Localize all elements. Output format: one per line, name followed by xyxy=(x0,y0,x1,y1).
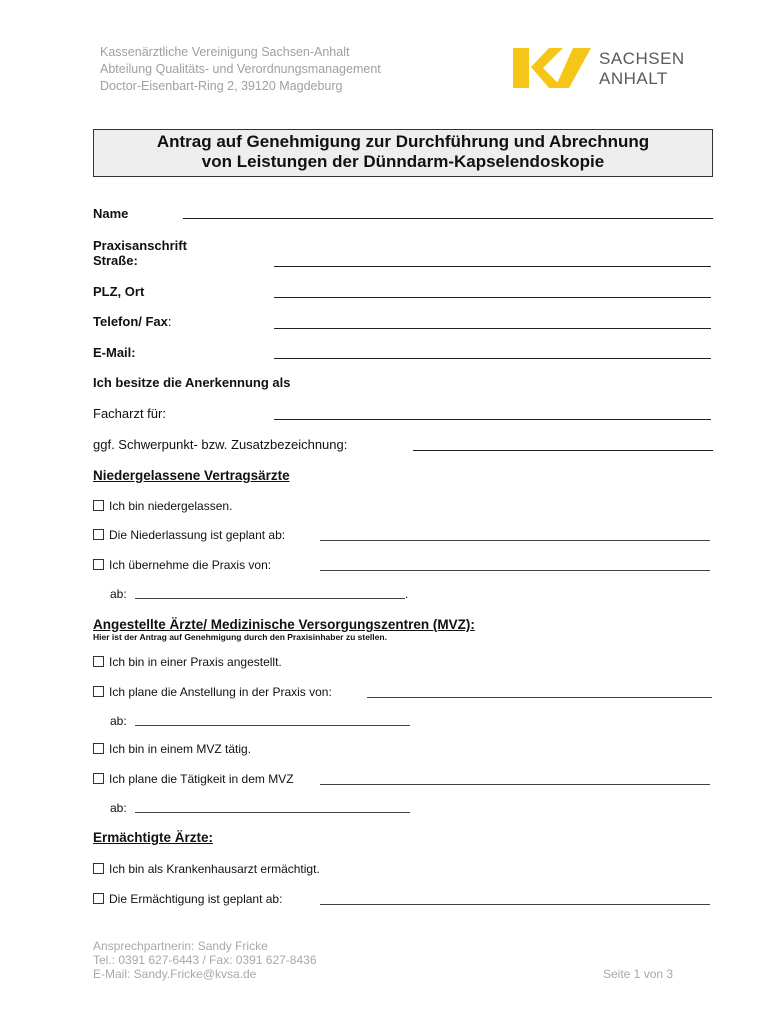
telefon-fax-field[interactable] xyxy=(274,328,711,329)
uebernahme-date-field[interactable] xyxy=(135,598,405,599)
name-label: Name xyxy=(93,206,129,221)
facharzt-label: Facharzt für: xyxy=(93,406,166,421)
option-label: Die Niederlassung ist geplant ab: xyxy=(109,528,286,542)
ermaechtigung-date-field[interactable] xyxy=(320,904,710,905)
praxis-uebernahme-field[interactable] xyxy=(320,570,710,571)
option-label: Ich bin niedergelassen. xyxy=(109,499,233,513)
plz-ort-label: PLZ, Ort xyxy=(93,284,145,299)
ab-label: ab: xyxy=(110,587,127,601)
option-niederlassung-geplant[interactable] xyxy=(93,528,285,542)
option-niedergelassen[interactable] xyxy=(93,499,232,513)
option-label: Die Ermächtigung ist geplant ab: xyxy=(109,892,283,906)
email-label: E-Mail: xyxy=(93,345,136,360)
period-mark: . xyxy=(405,587,409,601)
ab-label: ab: xyxy=(110,714,127,728)
kv-logo-mark-icon xyxy=(511,45,593,91)
address-line-1: Kassenärztliche Vereinigung Sachsen-Anhalt xyxy=(100,45,350,59)
telefon-fax-label-text: Telefon/ Fax xyxy=(93,314,168,329)
telefon-fax-label xyxy=(93,314,172,329)
ermaechtigt-heading: Ermächtigte Ärzte: xyxy=(93,830,214,845)
checkbox[interactable] xyxy=(93,773,104,784)
option-praxis-angestellt[interactable] xyxy=(93,655,282,669)
title-line-2: von Leistungen der Dünndarm-Kapselendoskopie xyxy=(201,152,605,171)
praxisanschrift-label: Praxisanschrift xyxy=(93,238,187,253)
option-mvz-taetig[interactable] xyxy=(93,742,251,756)
anstellung-praxis-field[interactable] xyxy=(367,697,712,698)
plz-ort-field[interactable] xyxy=(274,297,711,298)
strasse-label: Straße: xyxy=(93,253,138,268)
ab-label: ab: xyxy=(110,801,127,815)
telefon-fax-colon: : xyxy=(167,314,172,329)
checkbox[interactable] xyxy=(93,656,104,667)
logo-text-sachsen: SACHSEN xyxy=(599,49,685,68)
angestellt-heading: Angestellte Ärzte/ Medizinische Versorgungszentren (MVZ): xyxy=(93,617,475,632)
schwerpunkt-field[interactable] xyxy=(413,450,713,451)
email-field[interactable] xyxy=(274,358,711,359)
option-ermaechtigung-geplant[interactable] xyxy=(93,892,282,906)
sender-address xyxy=(100,44,381,95)
page-number: Seite 1 von 3 xyxy=(603,967,674,981)
anstellung-date-field[interactable] xyxy=(135,725,410,726)
title-line-1: Antrag auf Genehmigung zur Durchführung und Abrechnung xyxy=(156,132,650,151)
contact-phone: Tel.: 0391 627-6443 / Fax: 0391 627-8436 xyxy=(93,953,317,967)
schwerpunkt-label: ggf. Schwerpunkt- bzw. Zusatzbezeichnung: xyxy=(93,437,348,452)
niedergelassen-heading: Niedergelassene Vertragsärzte xyxy=(93,468,290,483)
option-label: Ich plane die Anstellung in der Praxis von: xyxy=(109,685,332,699)
checkbox[interactable] xyxy=(93,559,104,570)
angestellt-note: Hier ist der Antrag auf Genehmigung durch den Praxisinhaber zu stellen. xyxy=(93,632,387,642)
checkbox[interactable] xyxy=(93,686,104,697)
niederlassung-date-field[interactable] xyxy=(320,540,710,541)
form-title xyxy=(93,129,713,177)
option-label: Ich bin in einer Praxis angestellt. xyxy=(109,655,282,669)
anerkennung-heading: Ich besitze die Anerkennung als xyxy=(93,375,291,390)
option-label: Ich bin in einem MVZ tätig. xyxy=(109,742,252,756)
facharzt-field[interactable] xyxy=(274,419,711,420)
option-label: Ich plane die Tätigkeit in dem MVZ xyxy=(109,772,294,786)
option-mvz-geplant[interactable] xyxy=(93,772,294,786)
address-line-2: Abteilung Qualitäts- und Verordnungsmanagement xyxy=(100,62,381,76)
checkbox[interactable] xyxy=(93,893,104,904)
mvz-name-field[interactable] xyxy=(320,784,710,785)
logo-text-anhalt: ANHALT xyxy=(599,69,668,88)
strasse-field[interactable] xyxy=(274,266,711,267)
address-line-3: Doctor-Eisenbart-Ring 2, 39120 Magdeburg xyxy=(100,79,343,93)
name-field[interactable] xyxy=(183,218,713,219)
checkbox[interactable] xyxy=(93,863,104,874)
kvsa-logo xyxy=(511,45,685,91)
contact-email: E-Mail: Sandy.Fricke@kvsa.de xyxy=(93,967,257,981)
checkbox[interactable] xyxy=(93,743,104,754)
mvz-date-field[interactable] xyxy=(135,812,410,813)
contact-person: Ansprechpartnerin: Sandy Fricke xyxy=(93,939,268,953)
option-anstellung-geplant[interactable] xyxy=(93,685,332,699)
option-praxis-uebernahme[interactable] xyxy=(93,558,271,572)
option-label: Ich übernehme die Praxis von: xyxy=(109,558,272,572)
footer-contact xyxy=(93,939,317,981)
option-label: Ich bin als Krankenhausarzt ermächtigt. xyxy=(109,862,320,876)
checkbox[interactable] xyxy=(93,500,104,511)
option-krankenhausarzt[interactable] xyxy=(93,862,320,876)
checkbox[interactable] xyxy=(93,529,104,540)
